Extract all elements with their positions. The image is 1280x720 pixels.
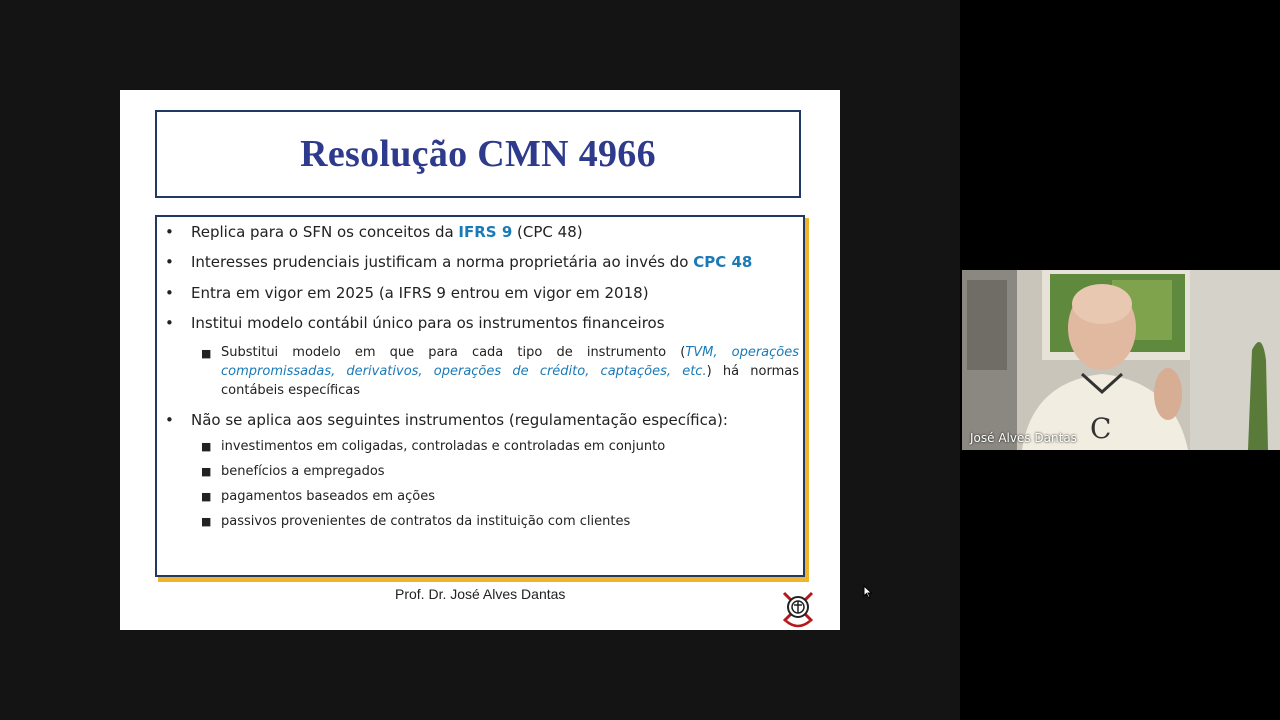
webcam-feed	[962, 270, 1280, 450]
bullet-dot-icon: •	[165, 411, 174, 429]
square-bullet-icon: ■	[201, 515, 212, 528]
slide-content-box: • Replica para o SFN os conceitos da IFRS 9 (CPC 48) • Interesses prudenciais justificam a norma proprietária ao invés do CPC 48 • Entra em vigor em 2025 (a IFRS 9 entrou em vigor em 2018) • Institui modelo contábil único para os instrumentos financeiros ■ Substitui modelo em que para cada tipo de instrumento (TVM, operações compromissadas, derivativos, operações de crédito, captações, etc.) há normas contábeis específicas • Não se aplica aos seguintes instrumentos (regulamentação específica): ■ investimentos em coligadas, controladas e controladas em conjunto ■ benefícios a empregados ■ pagamentos baseados em ações ■ passivos provenientes de contratos da instituição com clientes	[155, 215, 805, 577]
slide-footer: Prof. Dr. José Alves Dantas	[395, 586, 566, 602]
square-bullet-icon: ■	[201, 440, 212, 453]
slide-title-box	[155, 110, 801, 198]
bullet-text: Replica para o SFN os conceitos da	[191, 223, 459, 241]
square-bullet-icon: ■	[201, 347, 212, 360]
bullet-dot-icon: •	[165, 223, 174, 241]
bullet-dot-icon: •	[165, 314, 174, 332]
bullet-text: Entra em vigor em 2025 (a IFRS 9 entrou em vigor em 2018)	[191, 284, 649, 302]
participant-name-label: José Alves Dantas	[970, 431, 1077, 445]
bullet-text: Interesses prudenciais justificam a norma proprietária ao invés do	[191, 253, 694, 271]
mouse-cursor-icon	[863, 585, 873, 599]
bullet-text-suffix: (CPC 48)	[512, 223, 583, 241]
participant-video-tile[interactable]	[962, 270, 1280, 450]
svg-text:C: C	[1090, 412, 1112, 445]
square-bullet-icon: ■	[201, 490, 212, 503]
presentation-slide	[120, 90, 840, 630]
highlight-cpc48: CPC 48	[693, 253, 753, 271]
instrument-examples: TVM, operações compromissadas, derivativos, operações de crédito, captações, etc.	[221, 345, 799, 379]
bullet-text: Institui modelo contábil único para os instrumentos financeiros	[191, 314, 665, 332]
square-bullet-icon: ■	[201, 465, 212, 478]
bullet-text: Não se aplica aos seguintes instrumentos (regulamentação específica):	[191, 411, 728, 429]
sub-bullet-paragraph: ■ Substitui modelo em que para cada tipo de instrumento (TVM, operações compromissadas, derivativos, operações de crédito, captações, etc.) há normas contábeis específicas	[201, 345, 799, 398]
highlight-ifrs9: IFRS 9	[458, 223, 513, 241]
bullet-dot-icon: •	[165, 253, 174, 271]
corinthians-crest-icon	[780, 587, 816, 629]
slide-title: Resolução CMN 4966	[300, 133, 656, 175]
bullet-dot-icon: •	[165, 284, 174, 302]
